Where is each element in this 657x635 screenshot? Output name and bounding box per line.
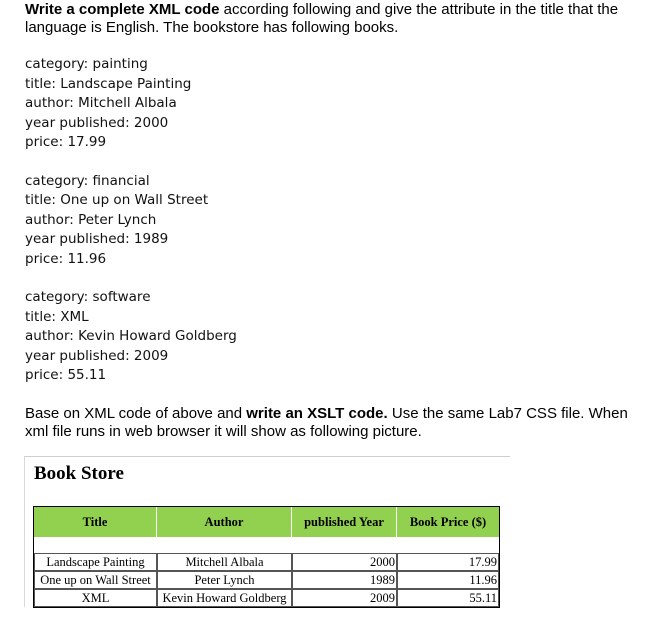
book-entry [25, 172, 237, 270]
book-year: year published: 1989 [25, 231, 169, 247]
question-1-bold: Write a complete XML code [25, 1, 220, 18]
header-price: Book Price ($) [397, 507, 499, 537]
header-year: published Year [292, 507, 397, 537]
header-spacer [34, 537, 499, 553]
book-year: year published: 2000 [25, 114, 169, 131]
cell-year: 1989 [292, 571, 397, 589]
cell-price: 17.99 [397, 553, 499, 571]
cell-author: Peter Lynch [157, 571, 292, 589]
book-price: price: 17.99 [25, 134, 107, 150]
book-price: price: 11.96 [25, 250, 107, 267]
header-title: Title [34, 507, 157, 537]
book-table [33, 506, 500, 608]
book-author: author: Kevin Howard Goldberg [25, 328, 237, 344]
cell-title: One up on Wall Street [34, 571, 157, 589]
table-header-row [34, 507, 499, 537]
book-title: title: One up on Wall Street [25, 192, 209, 208]
table-row [34, 589, 499, 607]
cell-author: Mitchell Albala [157, 553, 292, 571]
cell-year: 2009 [292, 589, 397, 607]
question-2 [25, 405, 635, 441]
book-price: price: 55.11 [25, 367, 107, 383]
table-row [34, 571, 499, 589]
question-2-text-b: Use the same Lab7 CSS file. When xml file runs in web browser it will show as following picture. [25, 405, 628, 440]
question-2-bold: write an XSLT code. [246, 405, 388, 422]
cell-price: 11.96 [397, 571, 499, 589]
header-author: Author [157, 507, 292, 537]
book-title: title: XML [25, 308, 89, 325]
cell-title: XML [34, 589, 157, 607]
book-entry [25, 288, 237, 386]
cell-price: 55.11 [397, 589, 499, 607]
book-category: category: software [25, 289, 151, 305]
book-category: category: painting [25, 56, 148, 72]
store-title: Book Store [34, 463, 124, 484]
book-category: category: financial [25, 172, 150, 189]
question-1-text: according following and give the attribute in the title that the language is English. The bookstore has following books. [25, 1, 619, 36]
book-author: author: Mitchell Albala [25, 95, 177, 111]
book-entry [25, 55, 237, 153]
question-1 [25, 1, 645, 37]
browser-screenshot [24, 456, 510, 607]
table-row [34, 553, 499, 571]
book-title: title: Landscape Painting [25, 75, 192, 92]
cell-author: Kevin Howard Goldberg [157, 589, 292, 607]
book-author: author: Peter Lynch [25, 211, 157, 228]
cell-title: Landscape Painting [34, 553, 157, 571]
cell-year: 2000 [292, 553, 397, 571]
book-year: year published: 2009 [25, 347, 169, 364]
book-list [25, 55, 237, 405]
question-2-text-a: Base on XML code of above and [25, 405, 247, 422]
